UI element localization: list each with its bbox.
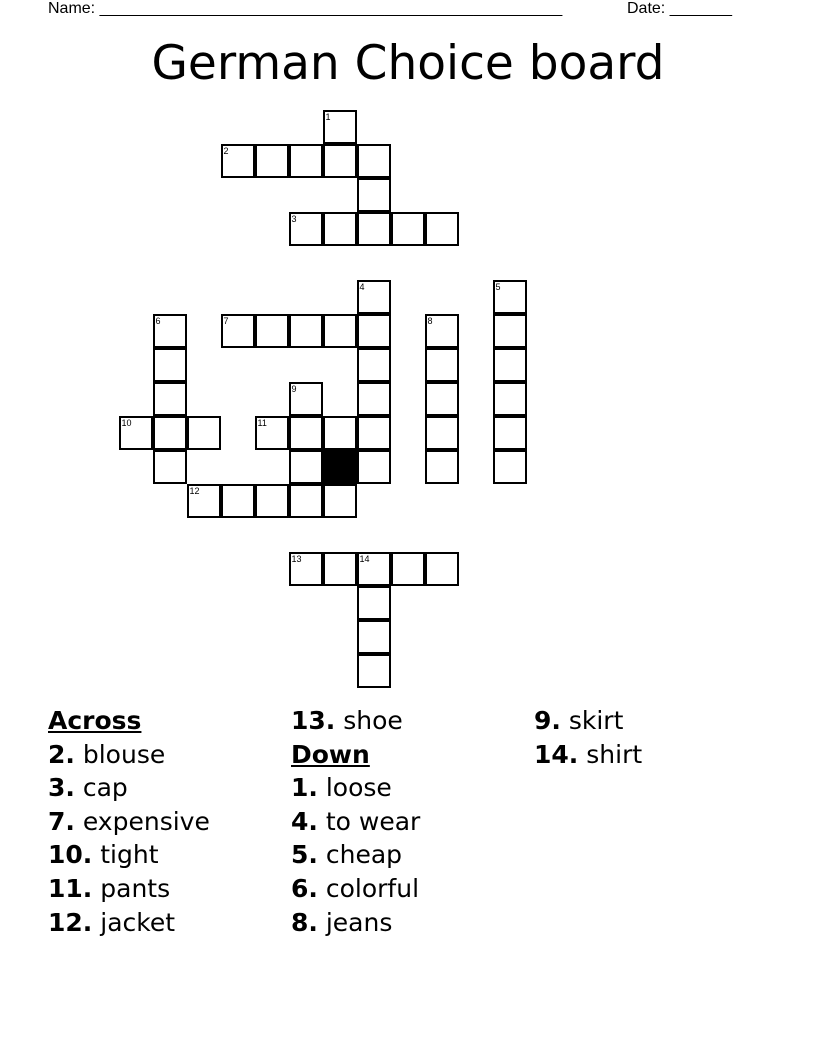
clue-number: 11 [257,418,267,428]
clue-number: 12 [189,486,200,496]
clue-item [291,906,420,940]
crossword-cell[interactable] [323,144,357,178]
crossword-cell[interactable] [255,484,289,518]
crossword-cell[interactable] [357,348,391,382]
crossword-cell[interactable] [289,382,323,416]
crossword-cell[interactable] [357,620,391,654]
crossword-cell[interactable] [357,314,391,348]
crossword-cell[interactable] [357,552,391,586]
clue-number: 8. [291,907,318,937]
clue-text: colorful [325,873,420,903]
clue-item [48,906,210,940]
crossword-cell[interactable] [357,654,391,688]
crossword-cell[interactable] [493,382,527,416]
clue-item [534,738,642,772]
crossword-cell[interactable] [357,586,391,620]
name-blank[interactable]: ____________________________________________________ [99,0,563,17]
clue-number: 9. [534,706,561,735]
crossword-cell[interactable] [493,314,527,348]
clue-text: loose [325,773,392,803]
clue-text: shoe [343,706,403,735]
black-square [323,450,357,484]
crossword-cell[interactable] [493,416,527,450]
clue-number: 4 [359,282,365,292]
crossword-cell[interactable] [357,382,391,416]
crossword-cell[interactable] [289,552,323,586]
clue-text: cap [82,773,128,803]
clue-item [291,872,420,906]
date-label: Date: [627,0,666,17]
clue-text: blouse [82,739,166,769]
page-title: German Choice board [151,36,665,91]
crossword-cell[interactable] [323,212,357,246]
crossword-cell[interactable] [493,450,527,484]
crossword-cell[interactable] [153,382,187,416]
crossword-cell[interactable] [357,144,391,178]
clue-text: jacket [100,907,176,937]
clue-column-2 [291,704,420,939]
clue-column-1 [48,704,210,939]
crossword-cell[interactable] [153,450,187,484]
crossword-cell[interactable] [493,348,527,382]
clue-text: to wear [325,806,421,836]
crossword-cell[interactable] [153,416,187,450]
clue-number: 14 [359,554,370,564]
crossword-cell[interactable] [357,212,391,246]
crossword-cell[interactable] [289,450,323,484]
crossword-cell[interactable] [153,348,187,382]
clue-number: 11. [48,873,93,903]
clue-number: 9 [291,384,297,394]
clue-number: 7. [48,806,75,836]
clue-number: 14. [534,739,579,769]
clue-item [48,838,210,872]
clue-number: 1 [325,112,331,122]
clue-item [534,704,642,738]
clue-text: shirt [586,739,643,769]
clue-number: 8 [427,316,433,326]
clue-item [48,805,210,839]
clue-number: 10. [48,840,93,870]
crossword-cell[interactable] [221,484,255,518]
clue-text: pants [100,873,171,903]
crossword-cell[interactable] [357,450,391,484]
clue-item [291,805,420,839]
crossword-cell[interactable] [425,382,459,416]
crossword-cell[interactable] [289,144,323,178]
crossword-cell[interactable] [425,450,459,484]
clue-number: 2. [48,739,75,769]
clue-number: 3 [291,214,297,224]
crossword-cell[interactable] [493,280,527,314]
crossword-cell[interactable] [289,314,323,348]
clue-number: 2 [223,146,229,156]
clue-text: skirt [568,706,624,735]
clue-number: 6. [291,873,318,903]
clue-item [291,704,420,738]
clue-heading-across: Across [48,706,142,735]
date-blank[interactable]: _______ [669,0,732,17]
crossword-cell[interactable] [289,484,323,518]
clue-text: jeans [325,907,393,937]
clue-text: tight [100,840,159,870]
crossword-cell[interactable] [323,484,357,518]
clue-number: 3. [48,773,75,803]
crossword-cell[interactable] [119,416,153,450]
clue-item [291,771,420,805]
clue-number: 13 [291,554,302,564]
crossword-cell[interactable] [425,348,459,382]
crossword-cell[interactable] [255,144,289,178]
name-label: Name: [48,0,96,17]
crossword-cell[interactable] [357,178,391,212]
clue-number: 10 [121,418,132,428]
crossword-cell[interactable] [391,552,425,586]
crossword-cell[interactable] [221,314,255,348]
clue-text: cheap [325,840,403,870]
crossword-cell[interactable] [425,416,459,450]
crossword-cell[interactable] [255,314,289,348]
crossword-cell[interactable] [289,416,323,450]
crossword-cell[interactable] [323,552,357,586]
clue-item [48,771,210,805]
clue-text: expensive [82,806,210,836]
clue-number: 1. [291,773,318,803]
crossword-cell[interactable] [391,212,425,246]
crossword-cell[interactable] [357,280,391,314]
crossword-cell[interactable] [323,110,357,144]
crossword-cell[interactable] [255,416,289,450]
clue-number: 6 [155,316,161,326]
crossword-cell[interactable] [425,314,459,348]
clue-heading-down: Down [291,739,370,769]
crossword-cell[interactable] [323,314,357,348]
clue-item [48,872,210,906]
clue-number: 5 [495,282,501,292]
crossword-cell[interactable] [187,416,221,450]
clue-number: 5. [291,840,318,870]
clue-number: 13. [291,706,336,735]
crossword-cell[interactable] [323,416,357,450]
crossword-cell[interactable] [289,212,323,246]
clue-number: 12. [48,907,93,937]
clue-number: 7 [223,316,229,326]
crossword-cell[interactable] [357,416,391,450]
crossword-cell[interactable] [221,144,255,178]
clue-item [291,838,420,872]
clue-column-3 [534,704,642,771]
crossword-cell[interactable] [425,212,459,246]
crossword-cell[interactable] [425,552,459,586]
clue-item [48,738,210,772]
crossword-cell[interactable] [187,484,221,518]
crossword-cell[interactable] [153,314,187,348]
clue-number: 4. [291,806,318,836]
